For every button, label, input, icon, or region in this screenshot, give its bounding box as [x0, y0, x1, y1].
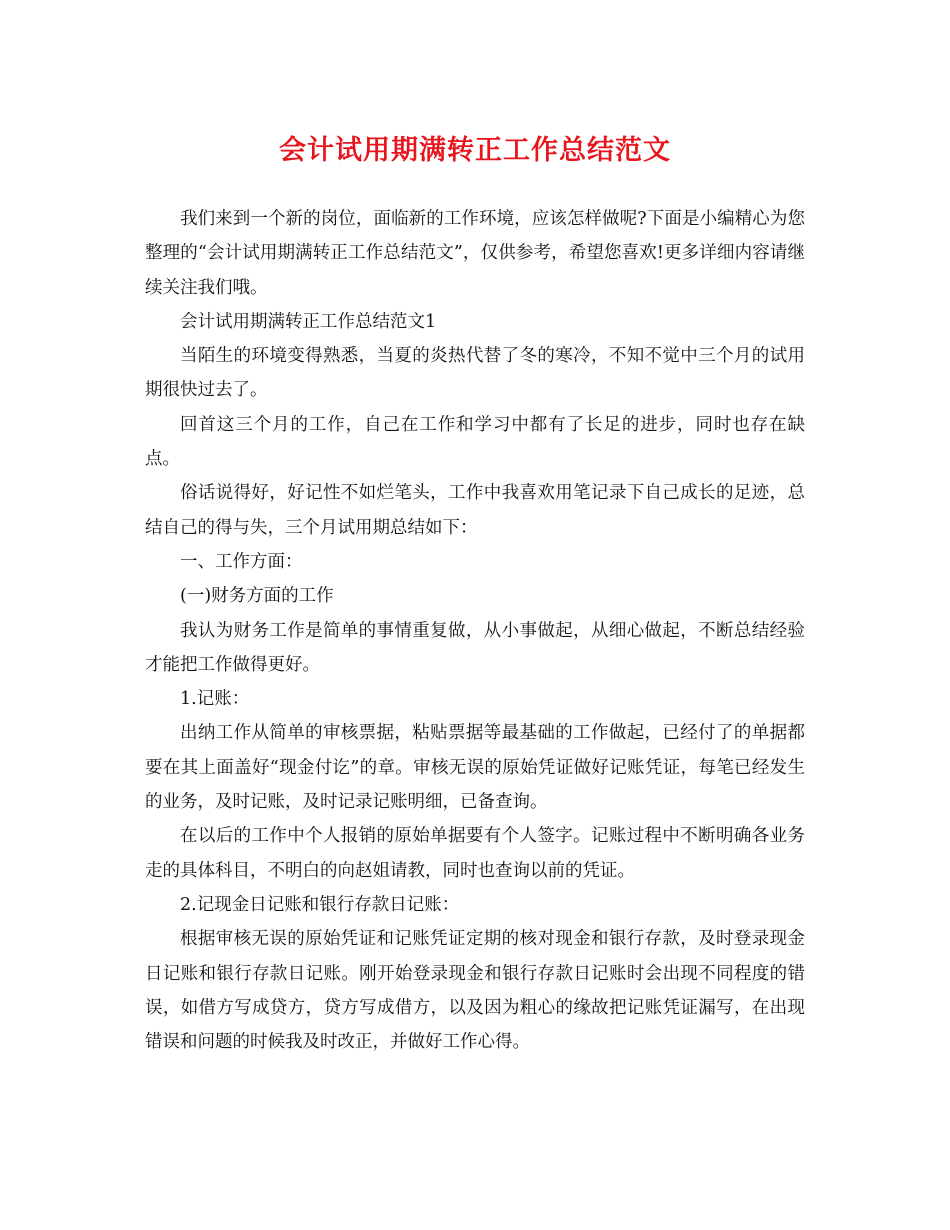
paragraph: 我认为财务工作是简单的事情重复做，从小事做起，从细心做起，不断总结经验才能把工作做得更好。: [145, 620, 805, 675]
paragraph-intro: 我们来到一个新的岗位，面临新的工作环境，应该怎样做呢?下面是小编精心为您整理的“会计试用期满转正工作总结范文”，仅供参考，希望您喜欢!更多详细内容请继续关注我们哦。: [145, 209, 805, 298]
paragraph: 俗话说得好，好记性不如烂笔头，工作中我喜欢用笔记录下自己成长的足迹，总结自己的得与失，三个月试用期总结如下：: [145, 483, 805, 538]
subheading: 2.记现金日记账和银行存款日记账：: [180, 894, 460, 915]
subheading: 1.记账：: [180, 689, 250, 710]
paragraph: 在以后的工作中个人报销的原始单据要有个人签字。记账过程中不断明确各业务走的具体科目，不明白的向赵姐请教，同时也查询以前的凭证。: [145, 826, 805, 881]
paragraph: 根据审核无误的原始凭证和记账凭证定期的核对现金和银行存款，及时登录现金日记账和银行存款日记账。刚开始登录现金和银行存款日记账时会出现不同程度的错误，如借方写成贷方，贷方写成借方，以及因为粗心的缘故把记账凭证漏写，在出现错误和问题的时候我及时改正，并做好工作心得。: [145, 929, 805, 1053]
subheading: (一)财务方面的工作: [180, 586, 334, 607]
subheading: 一、工作方面：: [180, 551, 303, 572]
paragraph: 回首这三个月的工作，自己在工作和学习中都有了长足的进步，同时也存在缺点。: [145, 414, 805, 470]
paragraph: 当陌生的环境变得熟悉，当夏的炎热代替了冬的寒冷，不知不觉中三个月的试用期很快过去了。: [145, 346, 805, 401]
section-heading: 会计试用期满转正工作总结范文1: [180, 311, 437, 332]
document-title: 会计试用期满转正工作总结范文: [279, 135, 671, 166]
paragraph: 出纳工作从简单的审核票据，粘贴票据等最基础的工作做起，已经付了的单据都要在其上面盖好“现金付讫”的章。审核无误的原始凭证做好记账凭证，每笔已经发生的业务，及时记账，及时记录记账明细，已备查询。: [145, 723, 805, 813]
document-body: [145, 202, 805, 1059]
